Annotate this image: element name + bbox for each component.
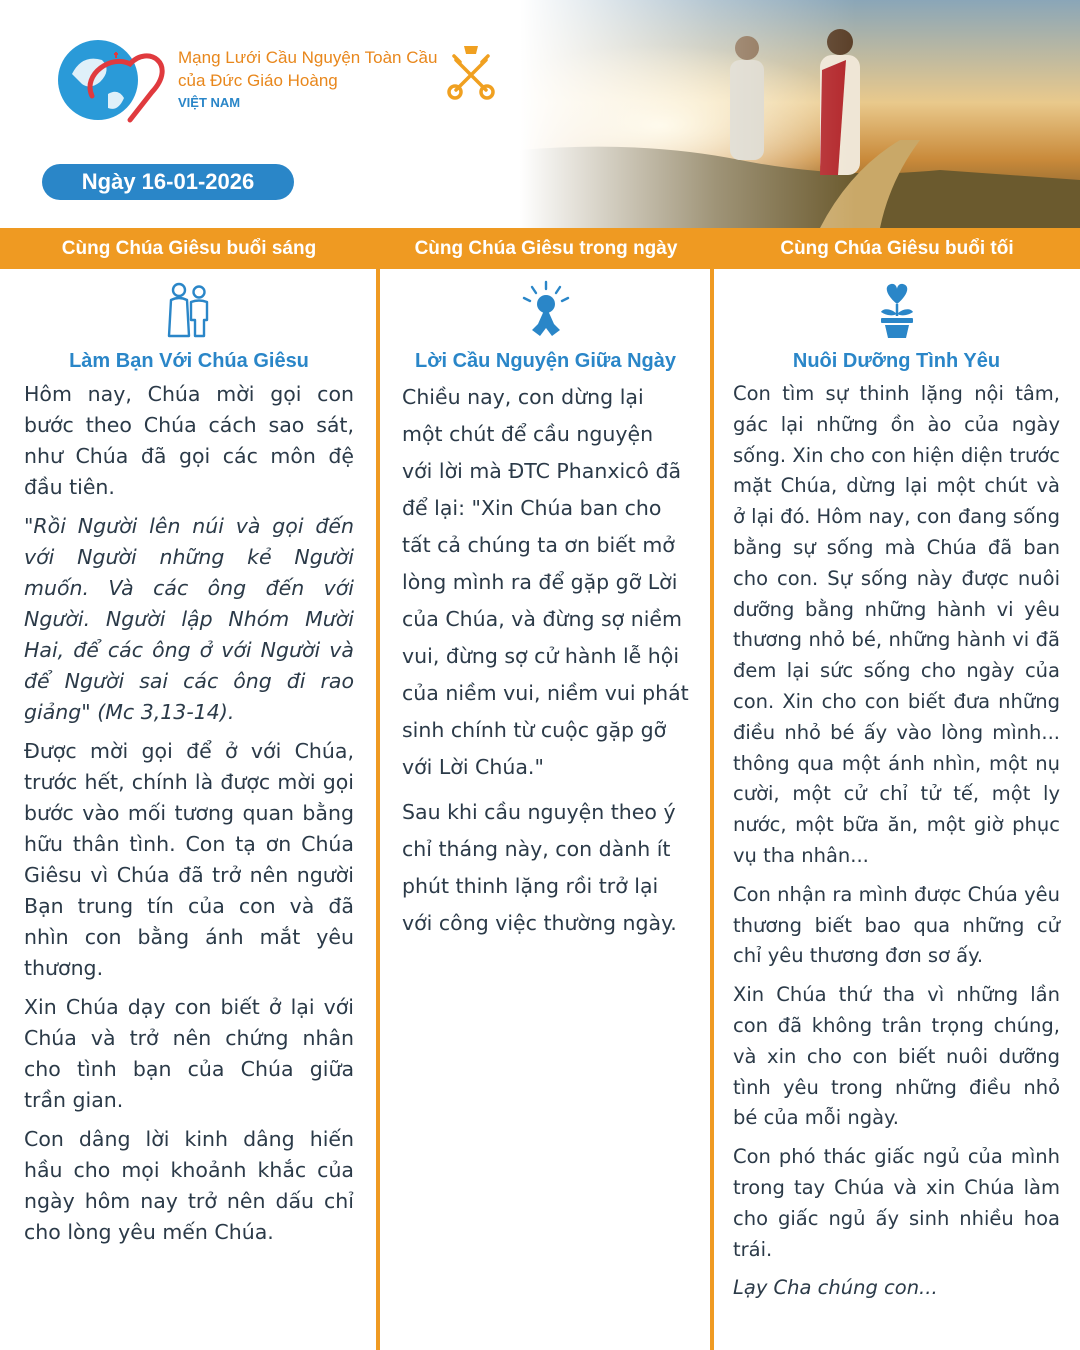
paragraph: Xin Chúa thứ tha vì những lần con đã không trân trọng chúng, và xin cho con biết nuôi dưỡng tình yêu trong những điều nhỏ bé của mỗi ngày. — [733, 983, 1060, 1130]
column-text — [733, 379, 1060, 1304]
paragraph: Con phó thác giấc ngủ của mình trong tay Chúa và xin Chúa làm cho giấc ngủ ấy sinh nhiều hoa trái. — [733, 1145, 1060, 1261]
papal-keys-icon — [446, 44, 496, 102]
paragraph: Con tìm sự thinh lặng nội tâm, gác lại những ồn ào của ngày sống. Xin cho con hiện diện trước mặt Chúa, dừng lại một chút và ở lại đó. Hôm nay, con đang sống bằng sự sống mà Chúa đã ban cho con. Sự sống này được nuôi dưỡng bằng những hành vi yêu thương nhỏ bé, những hành vi đã đem lại sức sống cho ngày của con. Xin cho con biết đưa những điều nhỏ bé ấy vào lòng mình... thông qua một ánh nhìn, một nụ cười, một cử chỉ tử tế, một ly nước, một bữa ăn, một giờ phục vụ tha nhân... — [733, 382, 1060, 867]
scripture-quote: "Rồi Người lên núi và gọi đến với Người những kẻ Người muốn. Và các ông đến với Người. Người lập Nhóm Mười Hai, để các ông ở với Người và để Người sai các ông đi rao giảng" (Mc 3,13-14). — [24, 514, 354, 724]
column-divider — [376, 269, 380, 1350]
header — [0, 0, 1080, 228]
midday-column — [402, 280, 689, 950]
paragraph: Sau khi cầu nguyện theo ý chỉ tháng này, con dành ít phút thinh lặng rồi trở lại với công việc thường ngày. — [402, 800, 677, 935]
paragraph: Được mời gọi để ở với Chúa, trước hết, chính là được mời gọi bước vào mối tương quan bằng hữu thân tình. Con tạ ơn Chúa Giêsu vì Chúa đã trở nên người Bạn trung tín của con và đã nhìn con bằng ánh mắt yêu thương. — [24, 739, 354, 980]
org-line-2: của Đức Giáo Hoàng — [178, 71, 338, 90]
org-country: VIỆT NAM — [178, 95, 241, 110]
paragraph: Chiều nay, con dừng lại một chút để cầu nguyện với lời mà ĐTC Phanxicô đã để lại: "Xin Chúa ban cho tất cả chúng ta ơn biết mở lòng mình ra để gặp gỡ Lời của Chúa, và đừng sợ niềm vui, đừng sợ cử hành lễ hội của niềm vui, niềm vui phát sinh chính từ cuộc gặp gỡ với Lời Chúa." — [402, 385, 689, 779]
column-title: Nuôi Dưỡng Tình Yêu — [792, 350, 1001, 372]
org-line-1: Mạng Lưới Cầu Nguyện Toàn Cầu — [178, 48, 438, 67]
column-header-evening: Cùng Chúa Giêsu buổi tối — [780, 238, 1014, 259]
two-people-icon — [159, 280, 219, 340]
evening-column — [733, 280, 1060, 1312]
paragraph: Con nhận ra mình được Chúa yêu thương biết bao qua những cử chỉ yêu thương đơn sơ ấy. — [733, 882, 1060, 968]
date-badge: Ngày 16-01-2026 — [42, 164, 294, 200]
column-title: Lời Cầu Nguyện Giữa Ngày — [415, 350, 676, 372]
heart-plant-icon — [867, 280, 927, 340]
paragraph: Hôm nay, Chúa mời gọi con bước theo Chúa cách sao sát, như Chúa đã gọi các môn đệ đầu tiên. — [24, 382, 354, 499]
column-text — [24, 379, 354, 1248]
prayer-network-logo — [52, 34, 172, 130]
column-header-morning: Cùng Chúa Giêsu buổi sáng — [61, 238, 317, 259]
column-text — [402, 379, 689, 942]
praying-hands-icon — [516, 280, 576, 340]
column-divider — [710, 269, 714, 1350]
paragraph: Con dâng lời kinh dâng hiến hầu cho mọi khoảnh khắc của ngày hôm nay trở nên dấu chỉ cho lòng yêu mến Chúa. — [24, 1127, 354, 1244]
hero-image — [520, 0, 1080, 228]
morning-column — [24, 280, 354, 1256]
column-title: Làm Bạn Với Chúa Giêsu — [69, 350, 309, 372]
closing-prayer: Lạy Cha chúng con... — [733, 1276, 938, 1300]
organization-name — [178, 46, 437, 114]
paragraph: Xin Chúa dạy con biết ở lại với Chúa và trở nên chứng nhân cho tình bạn của Chúa giữa trần gian. — [24, 995, 354, 1112]
column-header-midday: Cùng Chúa Giêsu trong ngày — [414, 238, 678, 259]
